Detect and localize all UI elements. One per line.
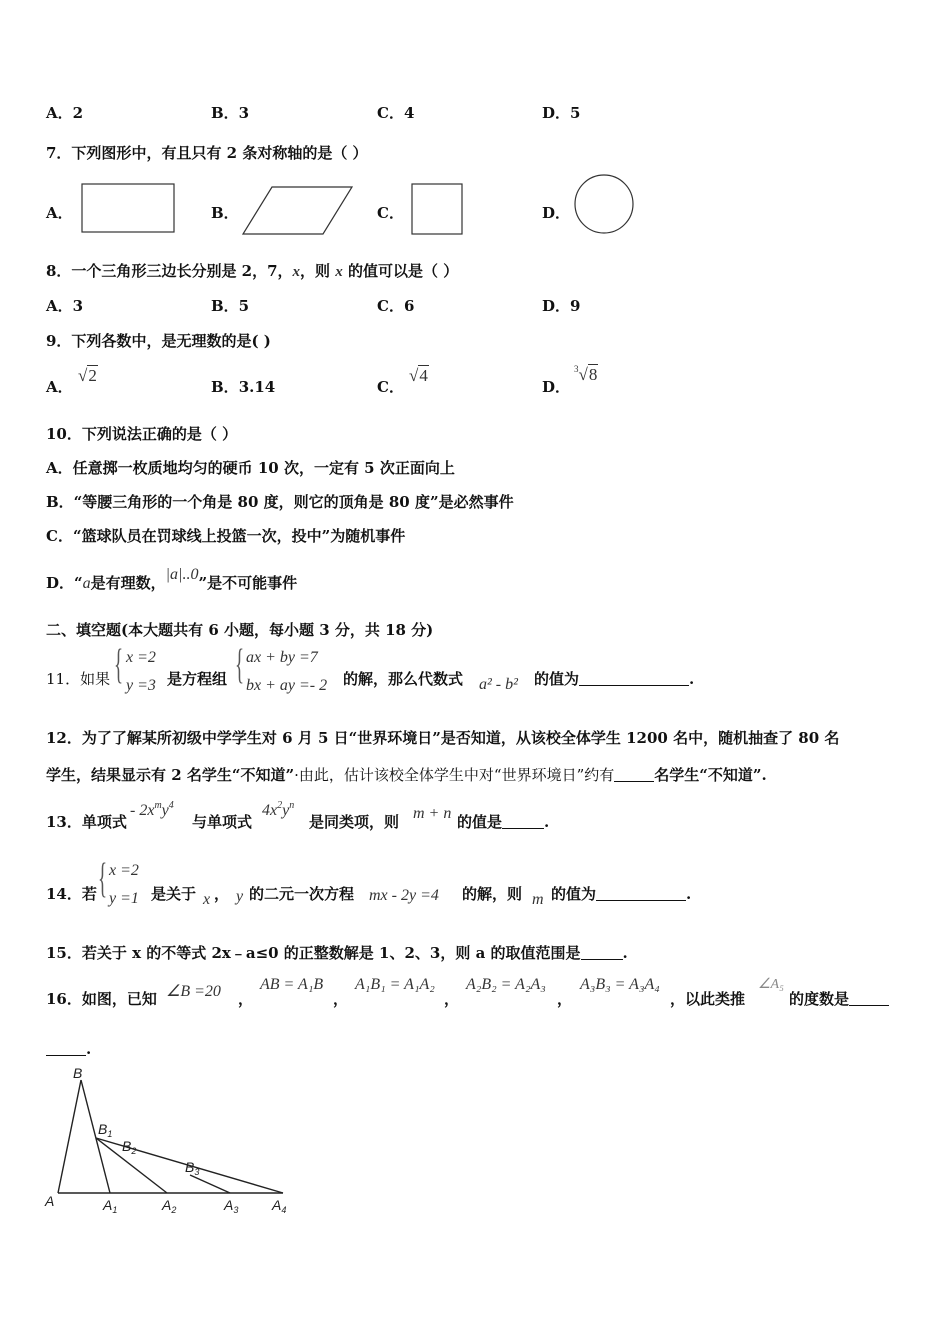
q14-equation: mx - 2y =4: [369, 887, 439, 904]
q8-option-a: A．3: [46, 297, 84, 315]
answer-blank[interactable]: [596, 886, 686, 901]
q6-option-c: C．4: [377, 104, 415, 122]
q6-option-d: D．5: [542, 104, 581, 122]
q14-mid3: 的解，则: [462, 885, 523, 903]
q16-comma: ，: [333, 990, 349, 1008]
answer-blank[interactable]: [502, 814, 544, 829]
q16-continued: .: [46, 1040, 91, 1058]
label-a3: $A_3$: [224, 1197, 239, 1215]
q13-monomial-1: - $2x^my^4$: [130, 800, 174, 819]
q14-system: x =2 y =1: [109, 862, 139, 907]
q9-label-d: D．: [542, 378, 571, 396]
q11-mid1: 是方程组: [167, 670, 228, 688]
q14-comma: ，: [214, 885, 230, 903]
q12-line2: 学生，结果显示有 2 名学生“不知道”·由此，估计该校全体学生中对“世界环境日”约有 名学生“不知道”.: [46, 766, 767, 784]
rectangle-shape: [78, 180, 178, 236]
q16-comma: ，: [557, 990, 573, 1008]
q16-angle-b: ∠B =20: [166, 983, 221, 1000]
var-x: x: [335, 264, 343, 280]
answer-blank[interactable]: [614, 767, 654, 782]
answer-blank[interactable]: [849, 991, 889, 1006]
q16-angle-a5: ∠A₅: [758, 977, 784, 992]
q16-suffix: 的度数是: [789, 988, 889, 1009]
q7-stem: 7．下列图形中，有且只有 2 条对称轴的是（ ）: [46, 144, 368, 162]
q11-system-1: x =2 y =3: [126, 649, 156, 694]
q10-stem: 10．下列说法正确的是（ ）: [46, 425, 238, 443]
label-b3: $B_3$: [185, 1159, 200, 1177]
q8-stem: 8．一个三角形三边长分别是 2，7，x，则 x 的值可以是（ ）: [46, 262, 459, 280]
q8-option-d: D．9: [542, 297, 581, 315]
segment-b3a3: [190, 1175, 230, 1193]
q8-option-c: C．6: [377, 297, 415, 315]
q10-option-b: B．“等腰三角形的一个角是 80 度，则它的顶角是 80 度”是必然事件: [46, 493, 514, 511]
q7-label-c: C．: [377, 204, 404, 222]
label-a4: $A_4$: [272, 1197, 287, 1215]
q13-suffix: 的值是 .: [457, 813, 550, 831]
q11-system-2: ax + by =7 bx + ay =- 2: [246, 649, 328, 694]
answer-blank[interactable]: [579, 671, 689, 686]
label-a1: $A_1$: [103, 1197, 118, 1215]
q12-line1: 12．为了了解某所初级中学学生对 6 月 5 日“世界环境日”是否知道，从该校全体学生 1200 名中，随机抽查了 80 名: [46, 729, 840, 747]
var-x: x: [203, 891, 211, 908]
q11-expression: a² - b²: [479, 676, 518, 693]
segment-ab: [58, 1080, 81, 1193]
q10-option-c: C．“篮球队员在罚球线上投篮一次，投中”为随机事件: [46, 527, 406, 545]
label-a2: $A_2$: [162, 1197, 177, 1215]
brace: {: [98, 856, 108, 902]
q11-number: 11．如果: [46, 670, 111, 688]
q13-prefix: 13．单项式: [46, 813, 127, 831]
q14-mid2: 的二元一次方程: [249, 885, 355, 903]
sqrt-2: √2: [78, 366, 97, 385]
q7-label-d: D．: [542, 204, 571, 222]
cube-root-8: $^3$√8: [574, 364, 598, 384]
q16-comma: ，: [238, 990, 254, 1008]
brace: {: [235, 642, 245, 688]
q16-equation-3: A₂B₂ = A₂A₃: [466, 976, 546, 993]
answer-blank[interactable]: [46, 1041, 86, 1056]
q14-mid1: 是关于: [151, 885, 197, 903]
q16-comma: ，: [444, 990, 460, 1008]
circle-shape: [570, 171, 638, 237]
q11-mid2: 的解，那么代数式: [343, 670, 464, 688]
var-m: m: [532, 891, 544, 908]
label-b2: $B_2$: [122, 1138, 137, 1156]
q13-mid1: 与单项式: [192, 813, 253, 831]
q8-option-b: B．5: [211, 297, 250, 315]
label-b: B: [73, 1065, 83, 1081]
var-y: y: [236, 888, 244, 905]
q14-suffix: 的值为 .: [551, 885, 692, 903]
q6-option-b: B．3: [211, 104, 250, 122]
section-heading: 二、填空题(本大题共有 6 小题，每小题 3 分，共 18 分): [46, 621, 434, 639]
q9-label-b: B．3.14: [211, 378, 276, 396]
q14-prefix: 14．若: [46, 885, 97, 903]
q7-label-a: A．: [46, 204, 73, 222]
answer-blank[interactable]: [581, 945, 623, 960]
q7-label-b: B．: [211, 204, 239, 222]
q9-stem: 9．下列各数中，是无理数的是( ): [46, 332, 271, 350]
label-a: A: [45, 1193, 55, 1209]
q10-option-d: D．“a是有理数，|a|..0”是不可能事件: [46, 566, 298, 592]
q15-text: 15．若关于 x 的不等式 2x﹣a≤0 的正整数解是 1、2、3，则 a 的取值范围是 .: [46, 944, 628, 962]
brace: {: [114, 642, 124, 688]
q13-mid2: 是同类项，则: [309, 813, 400, 831]
q10-option-a: A．任意掷一枚质地均匀的硬币 10 次，一定有 5 次正面向上: [46, 459, 455, 477]
q11-suffix: 的值为 .: [534, 670, 695, 688]
sqrt-4: √4: [409, 366, 428, 385]
q6-option-a: A．2: [46, 104, 84, 122]
q16-equation-2: A₁B₁ = A₁A₂: [355, 976, 435, 993]
q13-monomial-2: $4x^2y^n$: [262, 800, 295, 819]
q9-label-a: A．: [46, 378, 73, 396]
var-x: x: [292, 264, 301, 280]
q9-label-c: C．: [377, 378, 404, 396]
q13-expression: m + n: [413, 805, 452, 822]
triangle-figure: [40, 1060, 310, 1225]
q16-equation-1: AB = A₁B: [260, 976, 324, 993]
square-shape: [408, 180, 466, 238]
q16-mid: ，以此类推: [670, 990, 746, 1008]
label-b1: $B_1$: [98, 1121, 113, 1139]
q16-prefix: 16．如图，已知: [46, 990, 157, 1008]
q16-equation-4: A₃B₃ = A₃A₄: [580, 976, 660, 993]
parallelogram-shape: [240, 182, 356, 238]
